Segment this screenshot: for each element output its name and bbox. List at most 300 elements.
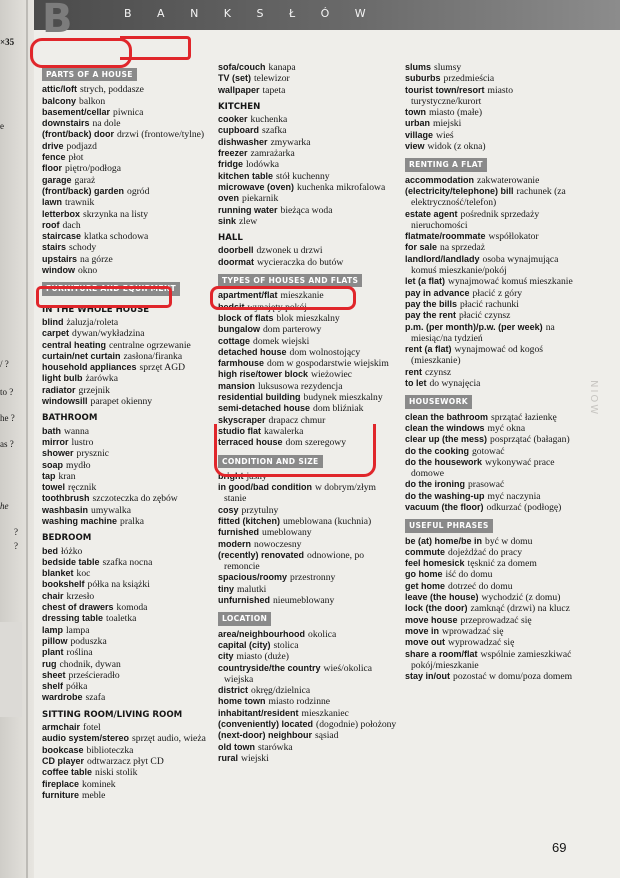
polish-translation: wprowadzać się	[442, 625, 504, 637]
vocab-entry	[218, 358, 398, 369]
english-term: modern	[218, 538, 252, 549]
subsection-heading: HALL	[218, 233, 243, 244]
vocab-entry	[42, 602, 214, 613]
vocab-entry	[42, 767, 214, 778]
vocab-entry	[42, 362, 214, 373]
polish-translation: lampa	[66, 624, 90, 636]
polish-translation: piętro/podłoga	[65, 163, 121, 175]
english-term: armchair	[42, 722, 81, 733]
english-term: bed	[42, 545, 59, 556]
english-term: bookcase	[42, 744, 84, 755]
polish-translation: wykonywać prace domowe	[411, 456, 555, 480]
english-term: cosy	[218, 504, 239, 515]
english-term: flatmate/roommate	[405, 231, 486, 242]
vocab-entry	[218, 369, 398, 380]
vocab-entry	[405, 581, 585, 592]
english-term: bedsit	[218, 301, 245, 312]
vocab-entry	[218, 171, 398, 182]
column-1	[42, 62, 214, 801]
vocab-entry	[405, 186, 585, 209]
english-term: unfurnished	[218, 595, 270, 606]
polish-translation: szafka	[262, 125, 287, 137]
polish-translation: sprzęt audio, wieża	[132, 733, 206, 745]
english-term: p.m. (per month)/p.w. (per week)	[405, 321, 543, 332]
polish-translation: kanapa	[268, 62, 296, 73]
vocab-entry	[218, 742, 398, 753]
english-term: landlord/landlady	[405, 253, 480, 264]
polish-translation: płot	[68, 152, 84, 164]
english-term: central heating	[42, 339, 107, 350]
polish-translation: płacić rachunki	[460, 298, 519, 310]
polish-translation: żaluzja/roleta	[66, 316, 119, 328]
vocab-entry	[42, 670, 214, 681]
english-term: lawn	[42, 197, 63, 208]
section-heading: LOCATION	[218, 612, 271, 625]
vocab-entry	[42, 373, 214, 384]
vocab-entry	[218, 708, 398, 719]
english-term: doorbell	[218, 245, 254, 256]
vocab-entry	[42, 681, 214, 692]
vocab-entry	[42, 163, 214, 174]
vocab-entry	[405, 569, 585, 580]
vocab-entry	[42, 220, 214, 231]
english-term: share a room/flat	[405, 648, 478, 659]
english-term: windowsill	[42, 396, 88, 407]
vocab-entry	[218, 651, 398, 662]
annotation-circle-parts-of-a-house	[30, 38, 132, 68]
polish-translation: mieszkanie	[280, 290, 324, 302]
left-strip-mark: ?	[14, 541, 18, 551]
english-term: inhabitant/resident	[218, 707, 299, 718]
english-term: to let	[405, 378, 427, 389]
english-term: leave (the house)	[405, 592, 479, 603]
english-term: garage	[42, 174, 72, 185]
vocab-entry	[218, 159, 398, 170]
english-term: furnished	[218, 527, 260, 538]
vocab-entry	[42, 790, 214, 801]
polish-translation: kuchenka mikrofalowa	[297, 181, 386, 193]
english-term: carpet	[42, 328, 70, 339]
english-term: bookshelf	[42, 579, 85, 590]
vocab-entry	[405, 231, 585, 242]
header-title: B A N K S Ł Ó W	[124, 7, 377, 20]
column-2	[218, 62, 398, 764]
english-term: blanket	[42, 568, 74, 579]
subsection-heading: BATHROOM	[42, 413, 98, 424]
vocab-entry	[218, 245, 398, 256]
vocab-entry	[42, 129, 214, 140]
english-term: dressing table	[42, 613, 104, 624]
english-term: (front/back) garden	[42, 185, 125, 196]
polish-translation: myć naczynia	[487, 490, 541, 502]
left-strip-mark: he	[0, 501, 9, 511]
polish-translation: zakwaterowanie	[477, 174, 540, 186]
polish-translation: okręg/dzielnica	[251, 685, 311, 697]
english-term: bright	[218, 470, 244, 481]
english-term: in good/bad condition	[218, 482, 312, 493]
vocab-entry	[42, 591, 214, 602]
left-strip-mark: to ?	[0, 387, 14, 397]
english-term: sink	[218, 215, 237, 226]
polish-translation: strych, poddasze	[80, 84, 144, 96]
vocab-entry	[42, 579, 214, 590]
polish-translation: szafa	[85, 692, 106, 704]
english-term: do the housework	[405, 456, 483, 467]
polish-translation: półka na książki	[87, 579, 150, 591]
polish-translation: wynajęty pokój	[247, 301, 307, 313]
polish-translation: nieumeblowany	[273, 595, 335, 607]
english-term: blind	[42, 316, 64, 327]
vocab-entry	[405, 423, 585, 434]
english-term: (recently) renovated	[218, 549, 305, 560]
polish-translation: roślina	[66, 647, 93, 659]
english-term: feel homesick	[405, 558, 465, 569]
english-term: plant	[42, 647, 64, 658]
polish-translation: komoda	[116, 602, 148, 614]
polish-translation: miasto (duże)	[236, 651, 289, 663]
vocab-entry	[218, 182, 398, 193]
vocab-entry	[42, 625, 214, 636]
vocab-entry	[405, 209, 585, 232]
vocab-entry	[218, 572, 398, 583]
english-term: for sale	[405, 242, 438, 253]
polish-translation: dom szeregowy	[285, 437, 347, 449]
polish-translation: miasto turystyczne/kurort	[411, 84, 514, 107]
polish-translation: wieżowiec	[311, 369, 353, 381]
english-term: (front/back) door	[42, 129, 114, 140]
english-term: towel	[42, 482, 66, 493]
english-term: household appliances	[42, 362, 137, 373]
english-term: (electricity/telephone) bill	[405, 185, 514, 196]
english-term: floor	[42, 163, 62, 174]
vocab-entry	[42, 426, 214, 437]
vocab-entry	[405, 536, 585, 547]
polish-translation: wiejski	[241, 752, 269, 764]
english-term: city	[218, 651, 234, 662]
polish-translation: miasto rodzinne	[268, 696, 331, 708]
column-3	[405, 62, 585, 682]
english-term: basement/cellar	[42, 106, 111, 117]
page-number: 69	[552, 840, 567, 855]
vocab-entry	[218, 719, 398, 730]
english-term: wallpaper	[218, 84, 260, 95]
english-term: apartment/flat	[218, 290, 278, 301]
english-term: village	[405, 129, 434, 140]
polish-translation: stół kuchenny	[276, 170, 330, 182]
english-term: slums	[405, 62, 432, 72]
polish-translation: stolica	[273, 639, 299, 651]
vocab-entry	[405, 378, 585, 389]
polish-translation: fotel	[83, 722, 101, 734]
polish-translation: budynek mieszkalny	[303, 392, 383, 404]
polish-translation: dojeżdżać do pracy	[448, 546, 523, 558]
english-term: estate agent	[405, 208, 458, 219]
english-term: cooker	[218, 114, 248, 125]
english-term: window	[42, 265, 75, 276]
left-strip-mark: as ?	[0, 439, 14, 449]
english-term: TV (set)	[218, 73, 252, 84]
polish-translation: iść do domu	[445, 569, 493, 581]
english-term: do the cooking	[405, 445, 469, 456]
polish-translation: dotrzeć do domu	[448, 580, 513, 592]
vocab-entry	[218, 336, 398, 347]
polish-translation: biblioteczka	[86, 744, 134, 756]
english-term: fitted (kitchen)	[218, 515, 280, 526]
polish-translation: kran	[58, 470, 76, 482]
vocab-entry	[405, 344, 585, 367]
english-term: rent	[405, 366, 423, 377]
english-term: stairs	[42, 242, 67, 253]
polish-translation: zamrażarka	[250, 148, 295, 160]
polish-translation: skrzynka na listy	[83, 208, 149, 220]
polish-translation: grzejnik	[78, 384, 110, 396]
subsection-heading: KITCHEN	[218, 101, 261, 112]
english-term: urban	[405, 118, 431, 129]
english-term: commute	[405, 546, 446, 557]
english-term: countryside/the country	[218, 662, 321, 673]
polish-translation: luksusowa rezydencja	[258, 380, 343, 392]
english-term: let (a flat)	[405, 276, 446, 287]
polish-translation: kawalerka	[264, 425, 304, 437]
english-term: (next-door) neighbour	[218, 730, 312, 741]
english-term: wardrobe	[42, 692, 83, 703]
polish-translation: tapeta	[262, 84, 286, 96]
vocab-entry	[405, 85, 585, 108]
polish-translation: widok (z okna)	[427, 141, 486, 153]
vocab-entry	[42, 448, 214, 459]
annotation-outline-house-types	[214, 424, 376, 477]
vocab-entry	[42, 152, 214, 163]
vocab-entry	[405, 276, 585, 287]
english-term: toothbrush	[42, 493, 90, 504]
vocab-entry	[42, 482, 214, 493]
vocab-entry	[218, 73, 398, 84]
vocab-entry	[42, 505, 214, 516]
english-term: bedside table	[42, 556, 100, 567]
vocab-entry	[42, 516, 214, 527]
english-term: radiator	[42, 384, 76, 395]
vocab-entry	[42, 568, 214, 579]
english-term: attic/loft	[42, 84, 77, 95]
vocab-entry	[42, 733, 214, 744]
vocab-entry	[405, 637, 585, 648]
section-heading-row	[405, 389, 585, 411]
polish-translation: dom wolnostojący	[289, 346, 361, 358]
vocab-entry	[405, 479, 585, 490]
vocab-entry	[218, 550, 398, 573]
english-term: lamp	[42, 624, 64, 635]
english-term: old town	[218, 741, 255, 752]
polish-translation: piekarnik	[242, 193, 279, 205]
polish-translation: sprzęt AGD	[139, 362, 186, 374]
vocab-entry	[218, 640, 398, 651]
polish-translation: drapacz chmur	[268, 414, 326, 426]
vocab-entry	[42, 254, 214, 265]
english-term: chest of drawers	[42, 602, 114, 613]
polish-translation: balkon	[79, 95, 106, 107]
polish-translation: umywalka	[91, 504, 131, 516]
polish-translation: pozostać w domu/poza domem	[453, 671, 573, 683]
english-term: bungalow	[218, 324, 260, 335]
english-term: furniture	[42, 789, 79, 800]
subsection-heading: SITTING ROOM/LIVING ROOM	[42, 709, 183, 720]
vocab-entry	[42, 186, 214, 197]
polish-translation: jasny	[246, 470, 267, 482]
english-term: tiny	[218, 583, 235, 594]
vocab-entry	[42, 722, 214, 733]
vocab-entry	[405, 626, 585, 637]
polish-translation: odkurzać (podłogę)	[486, 501, 562, 513]
polish-translation: nowoczesny	[254, 538, 302, 550]
vocab-entry	[405, 310, 585, 321]
vocab-entry	[42, 745, 214, 756]
english-term: letterbox	[42, 208, 81, 219]
vocab-entry	[218, 595, 398, 606]
polish-translation: w dobrym/złym stanie	[224, 482, 377, 505]
english-term: pillow	[42, 635, 68, 646]
english-term: coffee table	[42, 767, 93, 778]
polish-translation: szczoteczka do zębów	[92, 493, 178, 505]
polish-translation: miasto (małe)	[429, 107, 483, 119]
left-strip-mark: e	[0, 121, 4, 131]
english-term: clean the windows	[405, 422, 485, 433]
vocab-entry	[42, 197, 214, 208]
english-term: residential building	[218, 392, 301, 403]
vocab-entry	[405, 254, 585, 277]
polish-translation: myć okna	[487, 422, 526, 434]
english-term: do the washing-up	[405, 490, 485, 501]
vocab-entry	[405, 242, 585, 253]
english-term: studio flat	[218, 425, 261, 436]
polish-translation: żarówka	[85, 373, 118, 385]
vocab-entry	[42, 328, 214, 339]
vocab-entry	[42, 647, 214, 658]
polish-translation: płacić z góry	[472, 287, 523, 299]
english-term: pay in advance	[405, 287, 470, 298]
english-term: freezer	[218, 148, 248, 159]
polish-translation: czynsz	[425, 366, 452, 378]
vocab-entry	[405, 502, 585, 513]
polish-translation: dom bliźniak	[313, 403, 364, 415]
section-heading-row	[405, 152, 585, 174]
left-strip-mark: he ?	[0, 413, 15, 423]
polish-translation: trawnik	[65, 197, 95, 209]
vocab-entry	[405, 288, 585, 299]
english-term: pay the rent	[405, 310, 457, 321]
polish-translation: niski stolik	[95, 767, 138, 779]
vocab-entry	[405, 322, 585, 345]
polish-translation: mieszkaniec	[301, 707, 349, 719]
polish-translation: meble	[82, 789, 106, 801]
english-term: cupboard	[218, 125, 260, 136]
polish-translation: sprzątać łazienkę	[491, 411, 557, 423]
header-letter: B	[42, 0, 73, 42]
section-heading-row	[405, 513, 585, 535]
vocab-entry	[218, 482, 398, 505]
english-term: dishwasher	[218, 136, 268, 147]
english-term: district	[218, 685, 249, 696]
vocab-entry	[42, 557, 214, 568]
vocab-entry	[405, 73, 585, 84]
vocab-entry	[405, 62, 585, 73]
vocab-entry	[218, 584, 398, 595]
vocab-entry	[218, 114, 398, 125]
polish-translation: ręcznik	[68, 482, 97, 494]
vocab-entry	[405, 118, 585, 129]
vocab-entry	[218, 148, 398, 159]
annotation-box-furniture	[36, 286, 172, 308]
polish-translation: kuchenka	[250, 114, 288, 126]
polish-translation: wychodzić (z domu)	[481, 592, 561, 604]
polish-translation: odnowione, po remoncie	[224, 549, 365, 573]
polish-translation: płacić czynsz	[459, 310, 511, 322]
vocab-entry	[218, 62, 398, 73]
vocab-entry	[405, 412, 585, 423]
vocab-entry	[42, 493, 214, 504]
english-term: upstairs	[42, 253, 78, 264]
english-term: move in	[405, 625, 440, 636]
section-heading: HOUSEWORK	[405, 395, 472, 408]
english-term: fireplace	[42, 778, 80, 789]
english-term: stay in/out	[405, 671, 451, 682]
polish-translation: dzwonek u drzwi	[256, 245, 323, 257]
english-term: CD player	[42, 755, 85, 766]
polish-translation: wieś/okolica wiejska	[224, 662, 373, 685]
english-term: view	[405, 141, 425, 152]
english-term: fridge	[218, 159, 244, 170]
english-term: cottage	[218, 335, 251, 346]
polish-translation: na sprzedaż	[440, 242, 486, 254]
section-heading: TYPES OF HOUSES AND FLATS	[218, 274, 362, 287]
english-term: curtain/net curtain	[42, 350, 121, 361]
english-term: shower	[42, 448, 74, 459]
polish-translation: dom w gospodarstwie wiejskim	[267, 358, 389, 370]
english-term: go home	[405, 569, 443, 580]
vocab-entry	[218, 125, 398, 136]
english-term: pay the bills	[405, 298, 458, 309]
vocab-entry	[218, 347, 398, 358]
polish-translation: wanna	[64, 425, 90, 437]
polish-translation: piwnica	[113, 106, 144, 118]
polish-translation: parapet okienny	[90, 396, 153, 408]
english-term: microwave (oven)	[218, 181, 295, 192]
vocab-entry	[218, 696, 398, 707]
polish-translation: wynajmować komuś mieszkanie	[448, 276, 573, 288]
vocab-entry	[218, 730, 398, 741]
polish-translation: na miesiąc/na tydzień	[411, 321, 555, 344]
english-term: drive	[42, 140, 64, 151]
english-term: accommodation	[405, 174, 475, 185]
english-term: doormat	[218, 256, 254, 267]
vocab-entry	[218, 685, 398, 696]
polish-translation: miejski	[433, 118, 462, 130]
vocab-entry	[42, 242, 214, 253]
vocab-entry	[405, 107, 585, 118]
polish-translation: okno	[78, 265, 98, 277]
english-term: tap	[42, 470, 56, 481]
english-term: light bulb	[42, 373, 83, 384]
english-term: capital (city)	[218, 639, 271, 650]
english-term: audio system/stereo	[42, 733, 130, 744]
polish-translation: półka	[66, 681, 88, 693]
vocab-entry	[42, 107, 214, 118]
english-term: balcony	[42, 95, 77, 106]
polish-translation: koc	[76, 568, 91, 580]
vocab-entry	[405, 175, 585, 186]
english-term: soap	[42, 459, 64, 470]
english-term: terraced house	[218, 437, 283, 448]
english-term: spacious/roomy	[218, 572, 288, 583]
